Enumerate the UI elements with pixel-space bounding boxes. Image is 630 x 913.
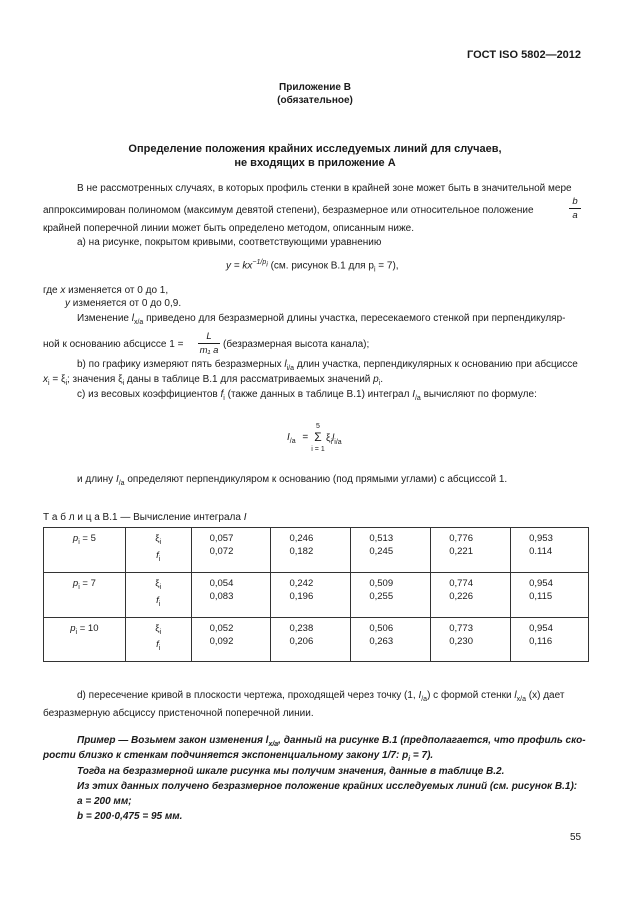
example-var: l <box>265 735 269 746</box>
equation-1-tail: (см. рисунок В.1 для p <box>270 260 374 272</box>
table-cell-value <box>431 528 511 573</box>
p-label-sub: i <box>78 538 80 546</box>
xi-text: ; значения ξ <box>67 374 123 385</box>
xi-symbol: ξ <box>155 622 160 634</box>
change-text: приведено для безразмерной длины участка, пересекаемого стенкой при перпендикуляр- <box>146 313 566 324</box>
sum-sign: Σ <box>314 430 322 444</box>
change-var: l <box>131 313 134 324</box>
f-value: 0,083 <box>209 590 234 602</box>
formula-lhs-sub: /a <box>289 438 296 445</box>
fraction-bar <box>198 343 220 344</box>
example-text2: , данный на рисунке В.1 (предполагается, что профиль ско- <box>278 735 586 746</box>
f-symbol-sub: i <box>158 555 161 563</box>
exponent-sub: i <box>266 261 268 269</box>
formula-lhs: I <box>287 432 290 443</box>
xi-value: 0,509 <box>369 577 394 589</box>
length-var: I <box>115 474 119 485</box>
p-label-sub: i <box>75 628 78 636</box>
item-c-var: f <box>220 389 224 400</box>
f-value: 0,230 <box>449 635 473 647</box>
table-cell-p <box>44 572 126 617</box>
equation-1-exponent <box>252 259 268 269</box>
intro-line1: В не рассмотренных случаях, в которых профиль стенки в крайней зоне может быть в значительной мере <box>77 183 572 194</box>
table-cell-value <box>191 617 271 662</box>
example-line6: b = 200·0,475 = 95 мм. <box>77 811 183 822</box>
length-text2: определяют перпендикуляром к основанию (под прямыми углами) с абсциссой 1. <box>127 474 508 485</box>
p-label: p <box>72 577 79 589</box>
change-line2-tail: (безразмерная высота канала); <box>223 339 370 350</box>
xi-value: 0,054 <box>209 577 234 589</box>
example-l2-p-sub: i <box>408 756 411 763</box>
item-a: а) на рисунке, покрытом кривыми, соответствующими уравнению <box>77 237 382 248</box>
table-cell-value <box>191 528 271 573</box>
f-label <box>130 594 187 611</box>
table-cell-value <box>511 528 589 573</box>
intro-line3: крайней поперечной линии может быть определено методом, описанным ниже. <box>43 223 415 234</box>
table-cell-value <box>271 572 351 617</box>
fraction-denominator: a <box>572 210 578 221</box>
fraction-denominator: m₁ a <box>199 345 219 356</box>
item-c-text: с) из весовых коэффициентов <box>77 389 218 400</box>
equation-1-tail-sub: i <box>373 266 376 274</box>
item-b-text: b) по графику измеряют пять безразмерных <box>77 359 282 370</box>
xi-symbol: ξ <box>155 533 160 544</box>
f-symbol: f <box>156 639 159 651</box>
length-line <box>77 474 507 487</box>
xi-label <box>130 622 187 639</box>
section-heading-line2: не входящих в приложение А <box>234 157 396 169</box>
table-cell-value <box>511 617 589 662</box>
item-b-line2 <box>43 374 383 387</box>
length-var-sub: /a <box>118 480 125 487</box>
item-b-text2: длин участка, перпендикулярных к основанию при абсциссе <box>296 359 578 370</box>
change-fraction <box>198 331 220 356</box>
xi-value: 0,776 <box>449 533 473 544</box>
p-var: p <box>373 374 379 385</box>
f-symbol-sub: i <box>158 600 161 608</box>
f-label <box>130 549 187 566</box>
p-value: = 7 <box>79 577 96 589</box>
where-x-text: изменяется от 0 до 1, <box>65 285 169 296</box>
table-cell-value <box>191 572 271 617</box>
p-label-sub: i <box>78 583 80 591</box>
xi-label <box>130 532 187 549</box>
p-value: = 5 <box>79 533 96 544</box>
p-end: . <box>380 374 384 385</box>
item-d-line1 <box>77 690 564 703</box>
f-value: 0,255 <box>369 590 394 602</box>
f-symbol: f <box>156 549 159 561</box>
formula-xi-sub: i <box>330 439 333 446</box>
example-line2 <box>43 750 433 763</box>
example-var-sub: x/a <box>268 741 279 748</box>
appendix-subtitle: (обязательное) <box>277 95 353 106</box>
table-cell-labels <box>125 572 191 617</box>
p-sub: i <box>378 380 381 387</box>
fraction-numerator: L <box>206 331 212 342</box>
table-caption-text: Т а б л и ц а В.1 — Вычисление интеграла <box>43 512 241 523</box>
xi-value: 0,242 <box>289 577 314 589</box>
item-d-I: I <box>418 690 422 701</box>
change-line2: ной к основанию абсциссе 1 = <box>43 339 184 350</box>
item-b-var: l <box>284 359 287 370</box>
f-value: 0,182 <box>289 546 314 557</box>
integral-formula <box>287 432 312 445</box>
f-value: 0,116 <box>529 635 553 647</box>
page-number: 55 <box>570 832 582 843</box>
xi-value: 0,953 <box>529 533 553 544</box>
xi-eq: = ξ <box>49 374 66 385</box>
f-value: 0,263 <box>369 635 394 647</box>
item-c-text2: (также данных в таблице В.1) интеграл <box>227 389 410 400</box>
item-c-end: вычисляют по формуле: <box>423 389 537 400</box>
section-heading-line1: Определение положения крайних исследуемых линий для случаев, <box>128 143 502 155</box>
sum-lower-limit: i = 1 <box>311 446 325 453</box>
xi-value: 0,057 <box>209 533 234 544</box>
table-cell-value <box>431 617 511 662</box>
p-label: p <box>72 533 79 544</box>
table-cell-value <box>511 572 589 617</box>
fraction-numerator: b <box>572 196 578 207</box>
item-d-text2: ) с формой стенки <box>427 690 512 701</box>
xi-value: 0,052 <box>209 622 234 634</box>
item-d-l-sub: x/a <box>516 696 526 703</box>
xi-value: 0,774 <box>449 577 473 589</box>
table-row <box>44 617 589 662</box>
appendix-title: Приложение В <box>279 82 351 93</box>
example-l2-end: = 7). <box>410 750 434 761</box>
table-caption-var: I <box>243 512 247 523</box>
where-prefix: где <box>43 285 61 296</box>
f-value: 0,206 <box>289 635 314 647</box>
item-d-l: l <box>514 690 517 701</box>
item-d-line2: безразмерную абсциссу пристеночной поперечной линии. <box>43 708 314 719</box>
xi-text2: даны в таблице В.1 для рассматриваемых значений <box>124 374 374 385</box>
f-value: 0,092 <box>209 635 234 647</box>
xi-value: 0,513 <box>369 533 394 544</box>
xi-sub: i <box>48 380 50 387</box>
table-row <box>44 528 589 573</box>
where-var-x: x <box>60 285 66 296</box>
example-l2-text: рости близко к стенкам подчиняется экспоненциальному закону 1/7: <box>43 750 400 761</box>
xi-symbol-sub: i <box>159 583 162 591</box>
item-d-text3: (x) дает <box>528 690 565 701</box>
example-l2-p: p <box>402 750 409 761</box>
table-row <box>44 572 589 617</box>
change-word: Изменение <box>77 313 129 324</box>
xi-value: 0,954 <box>529 622 553 634</box>
f-value: 0,221 <box>449 546 473 557</box>
f-value: 0.114 <box>529 546 553 557</box>
f-value: 0,072 <box>209 546 234 557</box>
xi-value: 0,954 <box>529 577 553 589</box>
item-d-I-sub: /a <box>421 696 428 703</box>
intro-line2: аппроксимирован полиномом (максимум девятой степени), безразмерное или относительное положение <box>43 205 534 216</box>
xi-sub2: i <box>65 380 67 387</box>
item-b-var-sub: i/a <box>286 365 295 372</box>
xi-value: 0,773 <box>449 622 473 634</box>
table-cell-value <box>431 572 511 617</box>
xi-sub3: i <box>122 380 125 387</box>
formula-body <box>326 433 342 446</box>
f-value: 0,196 <box>289 590 314 602</box>
change-line1 <box>77 313 565 326</box>
item-c-I-sub: /a <box>414 395 421 402</box>
xi-value: 0,506 <box>369 622 394 634</box>
item-b-line1 <box>77 359 578 372</box>
table-cell-labels <box>125 617 191 662</box>
formula-l-sub: i/a <box>334 439 342 446</box>
where-y-text: изменяется от 0 до 0,9. <box>70 298 182 309</box>
f-value: 0,245 <box>369 546 394 557</box>
formula-equals: = <box>302 432 309 443</box>
equation-1 <box>226 259 399 273</box>
table-cell-value <box>351 528 431 573</box>
xi-value: 0,238 <box>289 622 314 634</box>
p-value: = 10 <box>77 622 99 634</box>
table-cell-value <box>271 617 351 662</box>
xi-symbol-sub: i <box>159 628 162 636</box>
table-cell-value <box>271 528 351 573</box>
table-cell-value <box>351 572 431 617</box>
table-body <box>44 528 589 662</box>
where-line2 <box>65 298 181 309</box>
item-c-I: I <box>412 389 415 400</box>
table-cell-value <box>351 617 431 662</box>
table-cell-p <box>44 617 126 662</box>
document-code: ГОСТ ISO 5802—2012 <box>467 49 582 61</box>
f-value: 0,226 <box>449 590 473 602</box>
xi-var: x <box>43 374 48 385</box>
example-line5: a = 200 мм; <box>77 796 132 807</box>
table-cell-labels <box>125 528 191 573</box>
xi-symbol: ξ <box>155 577 160 589</box>
integral-table <box>43 527 589 662</box>
fraction-bar <box>569 208 581 209</box>
equation-1-tail-end: = 7), <box>375 260 399 272</box>
item-c <box>77 389 537 402</box>
item-c-var-sub: i <box>223 395 225 402</box>
f-value: 0,115 <box>529 590 553 602</box>
exponent-text: −1/p <box>252 259 267 266</box>
f-symbol: f <box>156 594 159 606</box>
item-d-text: d) пересечение кривой в плоскости чертежа, проходящей через точку (1, <box>77 690 416 701</box>
where-var-y: y <box>65 298 70 309</box>
xi-label <box>130 577 187 594</box>
equation-1-lhs: y = kx <box>226 260 253 272</box>
example-line4: Из этих данных получено безразмерное положение крайних исследуемых линий (см. рисунок В.1): <box>77 781 578 792</box>
f-label <box>130 638 187 655</box>
length-text: и длину <box>77 474 114 485</box>
example-line3: Тогда на безразмерной шкале рисунка мы получим значения, данные в таблице В.2. <box>77 766 505 777</box>
example-text: Пример — Возьмем закон изменения <box>77 735 263 746</box>
table-caption <box>43 512 247 523</box>
change-var-sub: x/a <box>133 319 144 326</box>
where-line1 <box>43 285 168 296</box>
formula-xi: ξ <box>326 433 331 444</box>
p-label: p <box>70 622 76 634</box>
table-cell-p <box>44 528 126 573</box>
example-line1 <box>77 735 586 748</box>
f-symbol-sub: i <box>158 645 161 653</box>
formula-l: l <box>332 433 335 444</box>
xi-value: 0,246 <box>289 533 314 544</box>
xi-symbol-sub: i <box>159 538 162 546</box>
sum-upper-limit: 5 <box>316 423 320 430</box>
intro-fraction <box>569 196 581 221</box>
